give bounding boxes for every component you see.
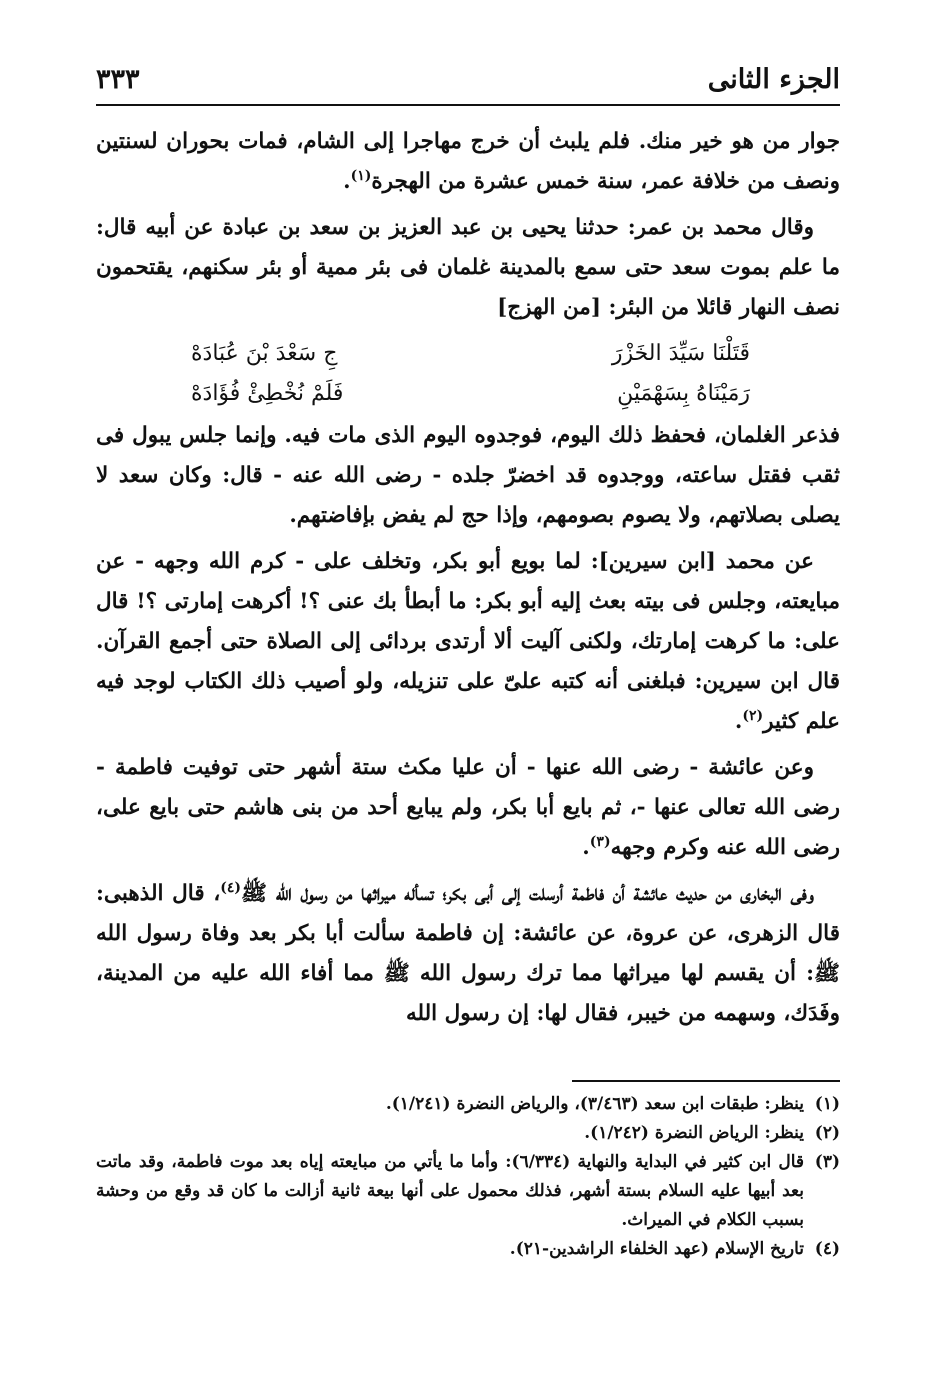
footnotes [96, 1090, 840, 1264]
paragraph-5 [96, 748, 840, 868]
verse-2-second-hemistich: فَلَمْ نُخْطِئْ فُؤَادَهْ [191, 381, 344, 406]
footnote-3 [96, 1148, 840, 1235]
running-title: الجزء الثانى [707, 63, 840, 95]
poem [96, 334, 840, 414]
footnote-text: ينظر: طبقات ابن سعد (٣/٤٦٣)، والرياض النضرة (١/٢٤١). [385, 1094, 804, 1114]
paragraph-4 [96, 542, 840, 742]
page-number: ٣٣٣ [96, 63, 140, 95]
paragraph-5-end: . [582, 835, 590, 860]
paragraph-2: وقال محمد بن عمر: حدثنا يحيى بن عبد العزيز بن سعد بن عبادة عن أبيه قال: ما علم بموت سعد حتى سمع بالمدينة غلمان فى بئر ممية أو بئر سكنهم، يقتحمون نصف النهار قائلا من البئر: [من الهزج] [96, 215, 840, 320]
paragraph-1 [96, 122, 840, 202]
main-text [96, 122, 840, 1040]
footnote-text: تاريخ الإسلام (عهد الخلفاء الراشدين-٢١). [509, 1239, 804, 1259]
footnote-number: (٤) [814, 1239, 840, 1259]
footnote-number: (٢) [814, 1123, 840, 1143]
footnote-1 [96, 1090, 840, 1119]
verse-line-1 [96, 334, 840, 374]
verse-2-first-hemistich: رَمَيْنَاهُ بِسَهْمَيْنِ [617, 381, 750, 406]
running-header [96, 56, 840, 102]
footnote-2 [96, 1119, 840, 1148]
paragraph-1-end: . [343, 169, 351, 194]
paragraph-6-text-a: وفى البخارى من حديث عائشة أن فاطمة أرسلت إلى أبى بكر؛ تسأله ميراثها من رسول الله ﷺ [241, 881, 814, 906]
paragraph-6 [96, 874, 840, 1034]
verse-line-2 [96, 374, 840, 414]
paragraph-3: فذعر الغلمان، فحفظ ذلك اليوم، فوجدوه اليوم الذى مات فيه. وإنما جلس يبول فى ثقب فقتل ساعته، ووجدوه قد اخضرّ جلده - رضى الله عنه - قال: وكان سعد لا يصلى بصلاتهم، ولا يصوم بصومهم، وإذا حج لم يفض بإفاضتهم. [96, 423, 840, 528]
header-rule [96, 104, 840, 106]
footnote-4 [96, 1235, 840, 1264]
footnote-ref-2: (٢) [742, 707, 764, 724]
footnote-ref-4: (٤) [220, 879, 242, 896]
footnote-ref-1: (١) [350, 167, 372, 184]
paragraph-6-text-b: ، قال الذهبى: قال الزهرى، عن عروة، عن عائشة: إن فاطمة سألت أبا بكر بعد وفاة رسول الله ﷺ: أن يقسم لها ميراثها مما ترك رسول الله ﷺ مما أفاء الله عليه من المدينة، وفَدَك، وسهمه من خيبر، فقال لها: إن رسول الله [96, 881, 840, 1026]
footnote-text: قال ابن كثير في البداية والنهاية (٦/٣٣٤): وأما ما يأتي من مبايعته إياه بعد موت فاطمة، وقد ماتت بعد أبيها عليه السلام بستة أشهر، فذلك محمول على أنها بيعة ثانية أزالت ما كان قد وقع من وحشة بسبب الكلام في الميراث. [96, 1152, 805, 1230]
footnote-rule [572, 1080, 840, 1082]
footnote-number: (١) [814, 1094, 840, 1114]
footnote-ref-3: (٣) [589, 833, 611, 850]
verse-1-second-hemistich: جِ سَعْدَ بْنَ عُبَادَهْ [191, 341, 338, 366]
verse-1-first-hemistich: قَتَلْنَا سَيِّدَ الخَزْرَ [611, 341, 750, 366]
paragraph-5-text: وعن عائشة - رضى الله عنها - أن عليا مكث ستة أشهر حتى توفيت فاطمة - رضى الله تعالى عنها -، ثم بايع أبا بكر، ولم يبايع أحد من بنى هاشم حتى بايع على، رضى الله عنه وكرم وجهه [96, 755, 840, 860]
paragraph-1-text: جوار من هو خير منك. فلم يلبث أن خرج مهاجرا إلى الشام، فمات بحوران لسنتين ونصف من خلافة عمر، سنة خمس عشرة من الهجرة [96, 129, 840, 194]
paragraph-4-end: . [734, 709, 743, 734]
footnote-text: ينظر: الرياض النضرة (١/٢٤٢). [584, 1123, 804, 1143]
footnote-number: (٣) [814, 1152, 840, 1172]
paragraph-4-text: عن محمد [ابن سيرين]: لما بويع أبو بكر، وتخلف على - كرم الله وجهه - عن مبايعته، وجلس فى بيته بعث إليه أبو بكر: ما أبطأ بك عنى ؟! أكرهت إمارتى ؟! قال على: ما كرهت إمارتك، ولكنى آليت ألا أرتدى بردائى إلى الصلاة حتى أجمع القرآن. قال ابن سيرين: فبلغنى أنه كتبه علىّ على تنزيله، ولو أصيب ذلك الكتاب لوجد فيه علم كثير [96, 549, 840, 734]
